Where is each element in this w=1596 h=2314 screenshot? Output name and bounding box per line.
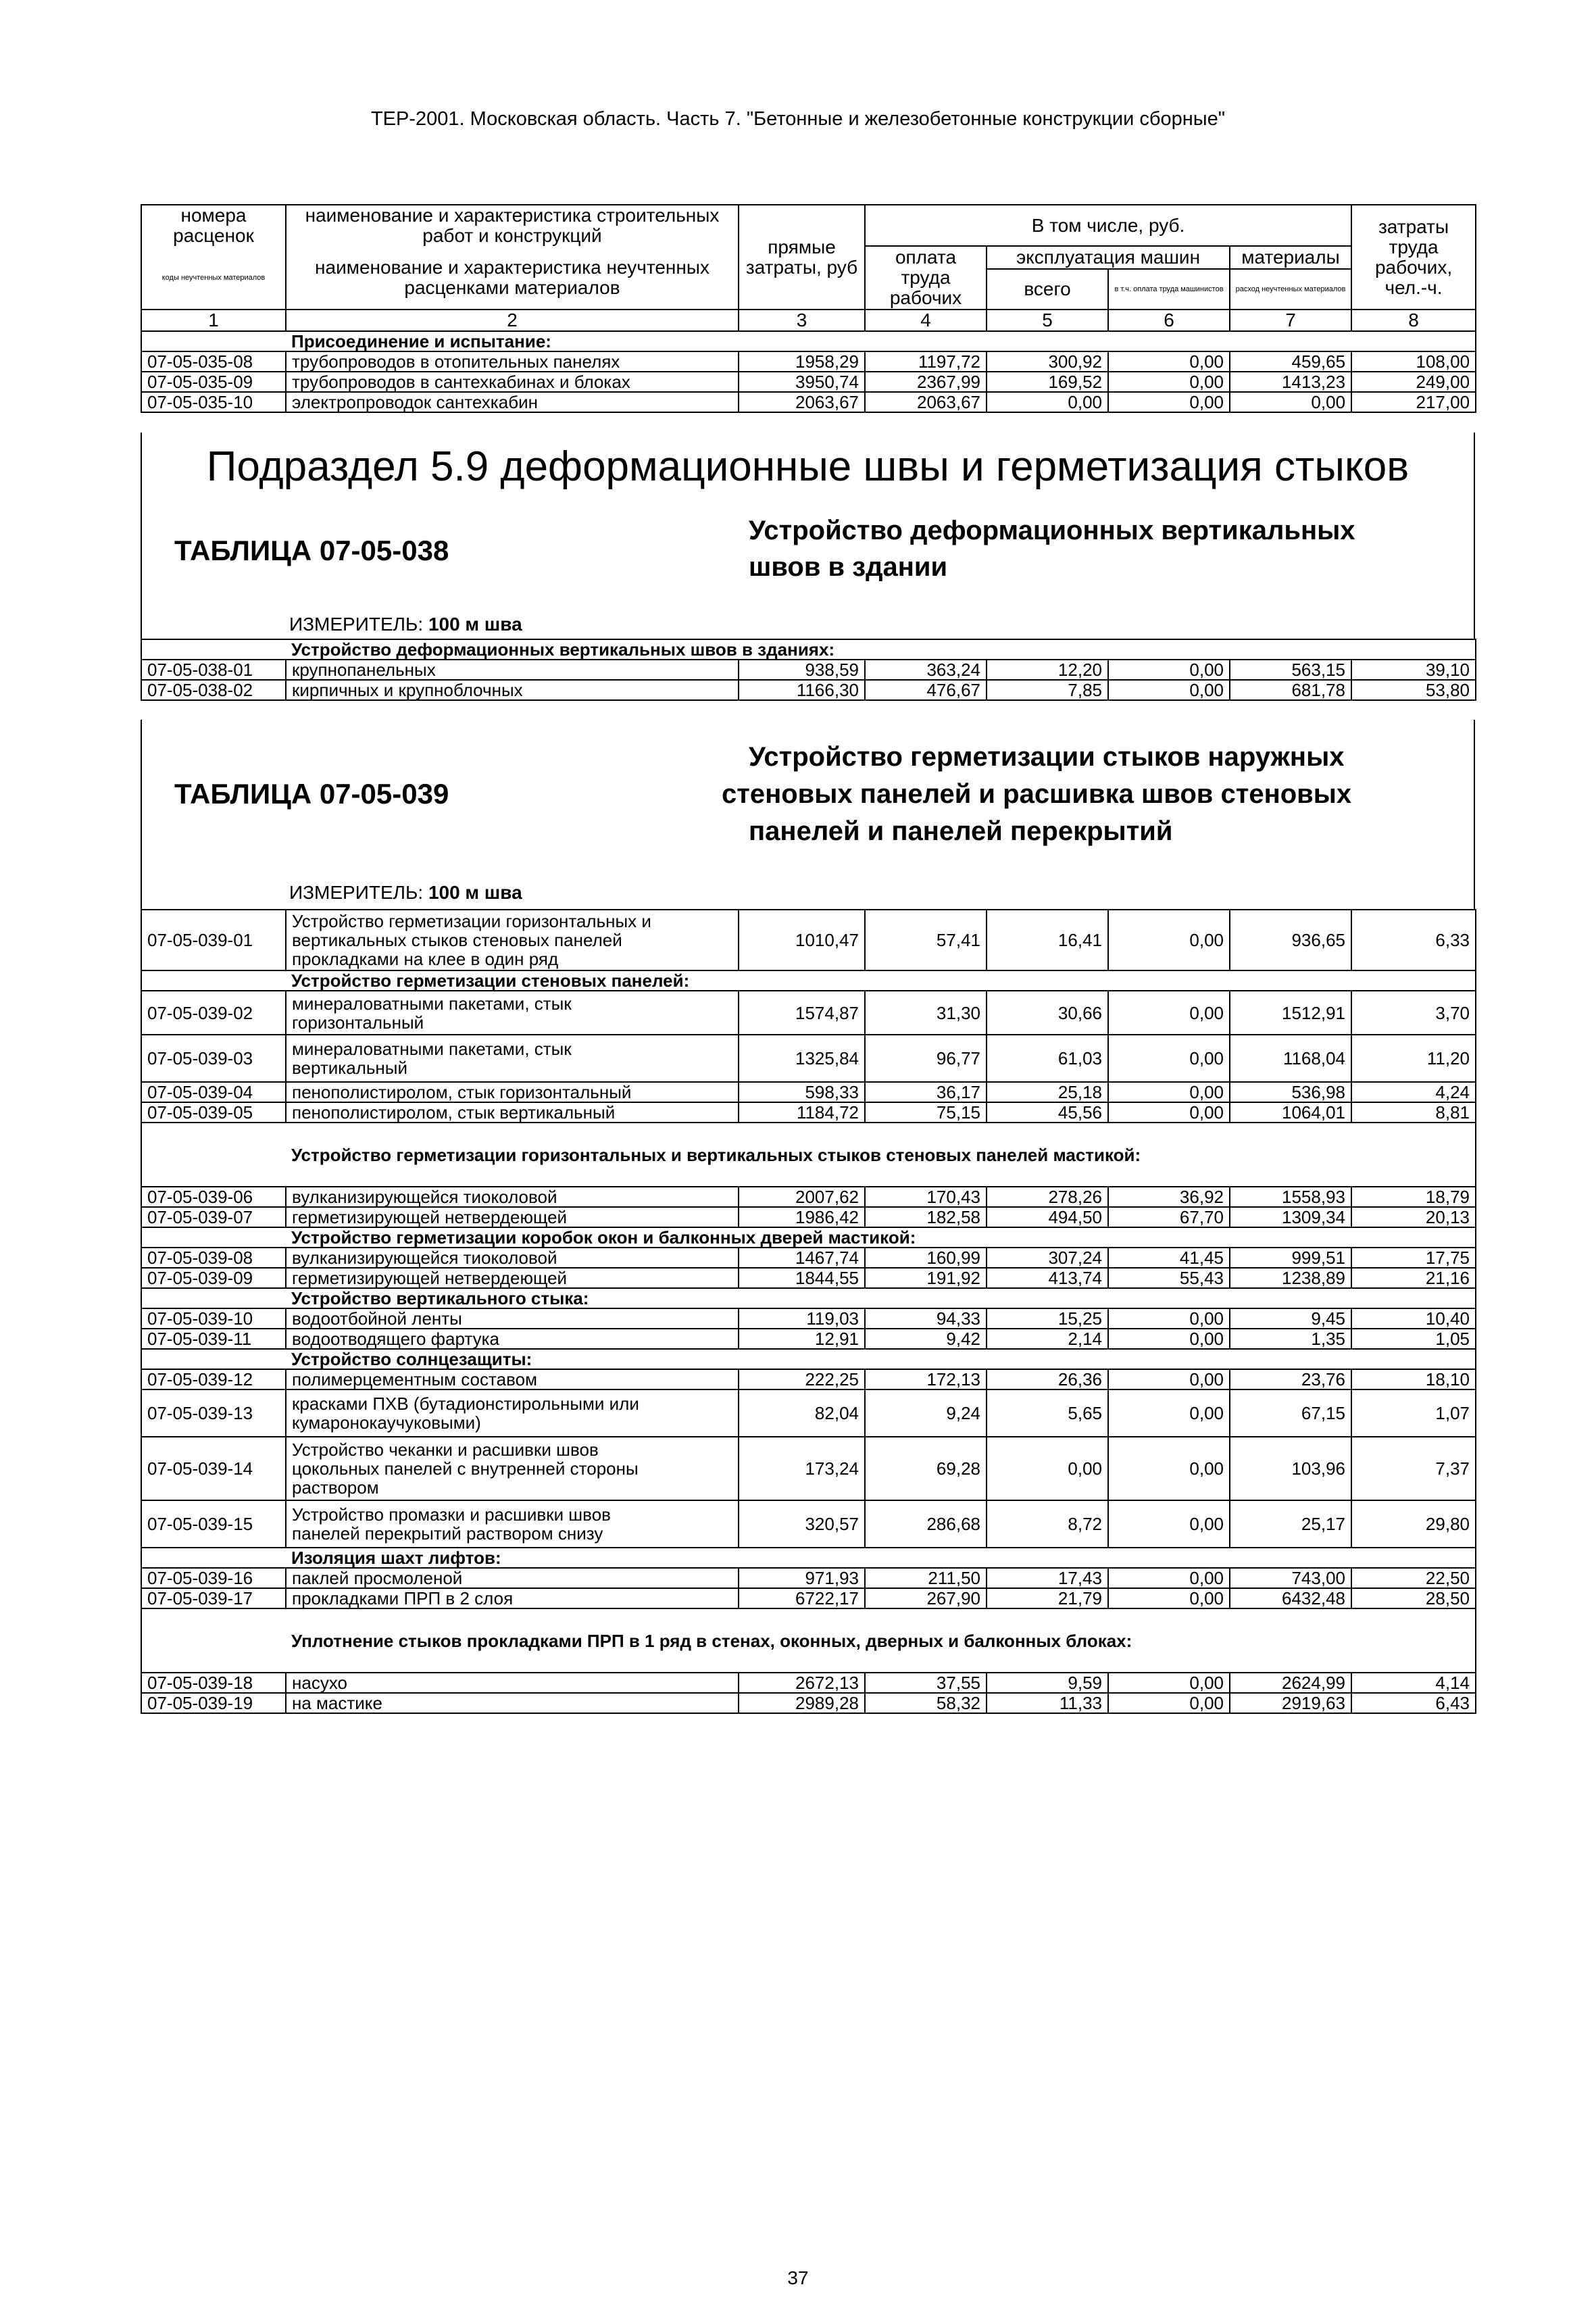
section-title: Устройство солнцезащиты: <box>286 1349 1476 1369</box>
work-name: герметизирующей нетвердеющей <box>286 1207 739 1227</box>
work-name-line: минераловатными пакетами, стык <box>292 1039 572 1059</box>
header-machines: эксплуатация машин <box>987 246 1230 269</box>
labor-hours: 22,50 <box>1351 1568 1476 1588</box>
page-number: 37 <box>787 2267 809 2288</box>
rate-code: 07-05-035-10 <box>141 392 286 412</box>
machinists-pay: 0,00 <box>1108 1369 1230 1389</box>
column-number: 5 <box>987 310 1108 331</box>
labor-pay: 1197,72 <box>865 351 987 372</box>
direct-cost: 971,93 <box>739 1568 865 1588</box>
rate-code: 07-05-035-08 <box>141 351 286 372</box>
column-number: 3 <box>739 310 865 331</box>
rate-code: 07-05-039-15 <box>141 1500 286 1548</box>
table-row <box>141 991 1476 1035</box>
work-name: вулканизирующейся тиоколовой <box>286 1187 739 1207</box>
machinists-pay: 0,00 <box>1108 1102 1230 1123</box>
table-row <box>141 392 1476 412</box>
machinists-pay: 0,00 <box>1108 1389 1230 1437</box>
rate-code: 07-05-039-02 <box>141 991 286 1035</box>
table-039-title-line2: стеновых панелей и расшивка швов стеновых <box>722 779 1352 809</box>
rate-code: 07-05-039-16 <box>141 1568 286 1588</box>
table-039 <box>141 909 1476 1714</box>
labor-pay: 9,24 <box>865 1389 987 1437</box>
table-row <box>141 1035 1476 1082</box>
materials-cost: 103,96 <box>1230 1437 1351 1500</box>
section-row <box>141 1123 1476 1187</box>
rate-code: 07-05-039-01 <box>141 910 286 970</box>
machines-total: 0,00 <box>987 1437 1108 1500</box>
header-material-codes: коды неучтенных материалов <box>141 246 286 310</box>
machines-total: 21,79 <box>987 1588 1108 1608</box>
work-name: электропроводок сантехкабин <box>286 392 739 412</box>
table-038 <box>141 639 1476 701</box>
work-name: трубопроводов в отопительных панелях <box>286 351 739 372</box>
machines-total: 12,20 <box>987 660 1108 680</box>
section-row <box>141 1349 1476 1369</box>
labor-hours: 11,20 <box>1351 1035 1476 1082</box>
labor-hours: 7,37 <box>1351 1437 1476 1500</box>
measure-label: ИЗМЕРИТЕЛЬ: <box>289 614 424 635</box>
machines-total: 11,33 <box>987 1693 1108 1713</box>
section-title: Устройство герметизации стеновых панелей: <box>286 970 1476 991</box>
machinists-pay: 0,00 <box>1108 1329 1230 1349</box>
work-name-line: Устройство промазки и расшивки швов <box>292 1504 611 1525</box>
work-name: вулканизирующейся тиоколовой <box>286 1248 739 1268</box>
direct-cost: 222,25 <box>739 1369 865 1389</box>
table-row <box>141 1500 1476 1548</box>
work-name-line: минераловатными пакетами, стык <box>292 993 572 1014</box>
labor-pay: 182,58 <box>865 1207 987 1227</box>
direct-cost: 1844,55 <box>739 1268 865 1288</box>
direct-cost: 320,57 <box>739 1500 865 1548</box>
rate-code: 07-05-039-03 <box>141 1035 286 1082</box>
labor-hours: 108,00 <box>1351 351 1476 372</box>
labor-hours: 28,50 <box>1351 1588 1476 1608</box>
section-title: Устройство деформационных вертикальных швов в зданиях: <box>286 639 1476 660</box>
labor-hours: 217,00 <box>1351 392 1476 412</box>
labor-hours: 39,10 <box>1351 660 1476 680</box>
labor-hours: 10,40 <box>1351 1308 1476 1329</box>
direct-cost: 2989,28 <box>739 1693 865 1713</box>
frame-line <box>141 720 142 909</box>
labor-pay: 172,13 <box>865 1369 987 1389</box>
materials-cost: 459,65 <box>1230 351 1351 372</box>
labor-pay: 37,55 <box>865 1673 987 1693</box>
direct-cost: 1986,42 <box>739 1207 865 1227</box>
header-labor-pay: оплата труда рабочих <box>865 246 987 310</box>
machines-total: 307,24 <box>987 1248 1108 1268</box>
running-title: ТЕР-2001. Московская область. Часть 7. "Бетонные и железобетонные конструкции сборные" <box>370 108 1226 130</box>
table-row <box>141 1308 1476 1329</box>
section-row <box>141 1227 1476 1248</box>
machinists-pay: 0,00 <box>1108 1308 1230 1329</box>
table-row <box>141 1329 1476 1349</box>
machinists-pay: 0,00 <box>1108 1673 1230 1693</box>
labor-hours: 1,07 <box>1351 1389 1476 1437</box>
rate-code: 07-05-039-07 <box>141 1207 286 1227</box>
labor-pay: 31,30 <box>865 991 987 1035</box>
machinists-pay: 67,70 <box>1108 1207 1230 1227</box>
table-039-measure <box>289 882 522 904</box>
work-name: пенополистиролом, стык горизонтальный <box>286 1082 739 1102</box>
direct-cost: 598,33 <box>739 1082 865 1102</box>
machinists-pay: 0,00 <box>1108 372 1230 392</box>
machines-total: 17,43 <box>987 1568 1108 1588</box>
work-name: пенополистиролом, стык вертикальный <box>286 1102 739 1123</box>
table-row <box>141 1082 1476 1102</box>
section-row <box>141 970 1476 991</box>
labor-pay: 96,77 <box>865 1035 987 1082</box>
machines-total: 26,36 <box>987 1369 1108 1389</box>
direct-cost: 1467,74 <box>739 1248 865 1268</box>
work-name: насухо <box>286 1673 739 1693</box>
machines-total: 278,26 <box>987 1187 1108 1207</box>
direct-cost: 2672,13 <box>739 1673 865 1693</box>
work-name <box>286 910 739 970</box>
machinists-pay: 0,00 <box>1108 392 1230 412</box>
table-row <box>141 1673 1476 1693</box>
machines-total: 169,52 <box>987 372 1108 392</box>
table-039-title-line3: панелей и панелей перекрытий <box>749 816 1173 846</box>
labor-pay: 75,15 <box>865 1102 987 1123</box>
work-name-line: Устройство герметизации горизонтальных и <box>292 911 651 931</box>
materials-cost: 1558,93 <box>1230 1187 1351 1207</box>
materials-cost: 23,76 <box>1230 1369 1351 1389</box>
labor-pay: 160,99 <box>865 1248 987 1268</box>
direct-cost: 2063,67 <box>739 392 865 412</box>
table-row <box>141 351 1476 372</box>
work-name: крупнопанельных <box>286 660 739 680</box>
materials-cost: 0,00 <box>1230 392 1351 412</box>
labor-pay: 2367,99 <box>865 372 987 392</box>
section-row <box>141 1608 1476 1673</box>
labor-pay: 58,32 <box>865 1693 987 1713</box>
work-name-line: вертикальных стыков стеновых панелей <box>292 930 622 950</box>
table-row <box>141 1102 1476 1123</box>
column-number: 2 <box>286 310 739 331</box>
rate-code: 07-05-039-08 <box>141 1248 286 1268</box>
work-name <box>286 991 739 1035</box>
direct-cost: 119,03 <box>739 1308 865 1329</box>
machines-total: 45,56 <box>987 1102 1108 1123</box>
labor-hours: 4,24 <box>1351 1082 1476 1102</box>
header-codes: номера расценок <box>141 205 286 246</box>
work-name-line: прокладками на клее в один ряд <box>292 949 559 969</box>
table-row <box>141 910 1476 970</box>
column-number: 8 <box>1351 310 1476 331</box>
labor-pay: 69,28 <box>865 1437 987 1500</box>
machinists-pay: 0,00 <box>1108 1035 1230 1082</box>
direct-cost: 173,24 <box>739 1437 865 1500</box>
work-name-line: кумаронокаучуковыми) <box>292 1412 481 1433</box>
measure-label: ИЗМЕРИТЕЛЬ: <box>289 882 424 903</box>
labor-pay: 9,42 <box>865 1329 987 1349</box>
section-row <box>141 331 1476 351</box>
machinists-pay: 0,00 <box>1108 680 1230 700</box>
work-name-line: вертикальный <box>292 1058 407 1078</box>
rate-code: 07-05-038-02 <box>141 680 286 700</box>
labor-pay: 170,43 <box>865 1187 987 1207</box>
header-unaccounted-materials: расход неучтенных материалов <box>1230 269 1351 310</box>
materials-cost: 563,15 <box>1230 660 1351 680</box>
labor-pay: 211,50 <box>865 1568 987 1588</box>
materials-cost: 1512,91 <box>1230 991 1351 1035</box>
labor-hours: 3,70 <box>1351 991 1476 1035</box>
header-machinists-pay: в т.ч. оплата труда машинистов <box>1108 269 1230 310</box>
machinists-pay: 0,00 <box>1108 1082 1230 1102</box>
table-039-label: ТАБЛИЦА 07-05-039 <box>174 778 449 810</box>
labor-hours: 53,80 <box>1351 680 1476 700</box>
materials-cost: 1238,89 <box>1230 1268 1351 1288</box>
work-name-line: раствором <box>292 1477 379 1498</box>
section-title: Устройство герметизации коробок окон и балконных дверей мастикой: <box>286 1227 1476 1248</box>
direct-cost: 1184,72 <box>739 1102 865 1123</box>
measure-value: 100 м шва <box>428 614 522 635</box>
direct-cost: 1325,84 <box>739 1035 865 1082</box>
machines-total: 7,85 <box>987 680 1108 700</box>
rate-code: 07-05-039-12 <box>141 1369 286 1389</box>
table-row <box>141 1588 1476 1608</box>
direct-cost: 82,04 <box>739 1389 865 1437</box>
direct-cost: 1958,29 <box>739 351 865 372</box>
work-name-line: цокольных панелей с внутренней стороны <box>292 1458 639 1479</box>
direct-cost: 938,59 <box>739 660 865 680</box>
labor-hours: 21,16 <box>1351 1268 1476 1288</box>
section-title: Устройство герметизации горизонтальных и вертикальных стыков стеновых панелей мастикой: <box>286 1123 1476 1187</box>
machinists-pay: 0,00 <box>1108 991 1230 1035</box>
machinists-pay: 0,00 <box>1108 1500 1230 1548</box>
table-row <box>141 660 1476 680</box>
machines-total: 0,00 <box>987 392 1108 412</box>
work-name-line: Устройство чеканки и расшивки швов <box>292 1439 599 1460</box>
labor-pay: 286,68 <box>865 1500 987 1548</box>
rate-code: 07-05-038-01 <box>141 660 286 680</box>
labor-pay: 57,41 <box>865 910 987 970</box>
header-labor-hours: затраты труда рабочих, чел.-ч. <box>1351 205 1476 310</box>
materials-cost: 743,00 <box>1230 1568 1351 1588</box>
section-row <box>141 1548 1476 1568</box>
machines-total: 61,03 <box>987 1035 1108 1082</box>
direct-cost: 1010,47 <box>739 910 865 970</box>
labor-pay: 191,92 <box>865 1268 987 1288</box>
rate-code: 07-05-039-17 <box>141 1588 286 1608</box>
labor-hours: 20,13 <box>1351 1207 1476 1227</box>
section-title: Уплотнение стыков прокладками ПРП в 1 ряд в стенах, оконных, дверных и балконных блоках: <box>286 1608 1476 1673</box>
table-row <box>141 1693 1476 1713</box>
work-name: полимерцементным составом <box>286 1369 739 1389</box>
materials-cost: 6432,48 <box>1230 1588 1351 1608</box>
work-name <box>286 1389 739 1437</box>
machinists-pay: 0,00 <box>1108 1588 1230 1608</box>
table-039-title-line1: Устройство герметизации стыков наружных <box>749 742 1345 772</box>
materials-cost: 1168,04 <box>1230 1035 1351 1082</box>
labor-hours: 17,75 <box>1351 1248 1476 1268</box>
table-row <box>141 1248 1476 1268</box>
labor-hours: 29,80 <box>1351 1500 1476 1548</box>
table-row <box>141 1369 1476 1389</box>
rate-code: 07-05-039-05 <box>141 1102 286 1123</box>
header-including: В том числе, руб. <box>865 205 1351 246</box>
header-machines-total: всего <box>987 269 1108 310</box>
labor-hours: 4,14 <box>1351 1673 1476 1693</box>
work-name-line: панелей перекрытий раствором снизу <box>292 1523 603 1544</box>
machinists-pay: 0,00 <box>1108 1437 1230 1500</box>
section-row <box>141 639 1476 660</box>
column-number: 6 <box>1108 310 1230 331</box>
labor-pay: 36,17 <box>865 1082 987 1102</box>
rate-code: 07-05-039-19 <box>141 1693 286 1713</box>
table-row <box>141 1568 1476 1588</box>
labor-pay: 267,90 <box>865 1588 987 1608</box>
measure-value: 100 м шва <box>428 882 522 903</box>
column-numbers-row <box>141 310 1476 331</box>
work-name-line: красками ПХВ (бутадионстирольными или <box>292 1394 639 1414</box>
section-row <box>141 1288 1476 1308</box>
table-row <box>141 1437 1476 1500</box>
rate-code: 07-05-039-18 <box>141 1673 286 1693</box>
section-title: Присоединение и испытание: <box>286 331 1476 351</box>
header-direct-cost: прямые затраты, руб <box>739 205 865 310</box>
rate-code: 07-05-035-09 <box>141 372 286 392</box>
materials-cost: 1,35 <box>1230 1329 1351 1349</box>
rate-code: 07-05-039-11 <box>141 1329 286 1349</box>
machines-total: 15,25 <box>987 1308 1108 1329</box>
work-name: паклей просмоленой <box>286 1568 739 1588</box>
labor-hours: 6,43 <box>1351 1693 1476 1713</box>
header-material-name: наименование и характеристика неучтенных расценками материалов <box>286 246 739 310</box>
work-name: герметизирующей нетвердеющей <box>286 1268 739 1288</box>
machines-total: 300,92 <box>987 351 1108 372</box>
section-title: Устройство вертикального стыка: <box>286 1288 1476 1308</box>
direct-cost: 6722,17 <box>739 1588 865 1608</box>
materials-cost: 25,17 <box>1230 1500 1351 1548</box>
machinists-pay: 36,92 <box>1108 1187 1230 1207</box>
work-name <box>286 1035 739 1082</box>
machines-total: 494,50 <box>987 1207 1108 1227</box>
materials-cost: 9,45 <box>1230 1308 1351 1329</box>
labor-pay: 94,33 <box>865 1308 987 1329</box>
direct-cost: 3950,74 <box>739 372 865 392</box>
frame-line <box>1474 720 1475 909</box>
direct-cost: 2007,62 <box>739 1187 865 1207</box>
materials-cost: 681,78 <box>1230 680 1351 700</box>
work-name: прокладками ПРП в 2 слоя <box>286 1588 739 1608</box>
materials-cost: 1064,01 <box>1230 1102 1351 1123</box>
machinists-pay: 0,00 <box>1108 351 1230 372</box>
materials-cost: 999,51 <box>1230 1248 1351 1268</box>
table-row <box>141 372 1476 392</box>
machinists-pay: 0,00 <box>1108 910 1230 970</box>
materials-cost: 1309,34 <box>1230 1207 1351 1227</box>
table-row <box>141 1268 1476 1288</box>
table-038-title-line2: швов в здании <box>749 552 948 582</box>
labor-hours: 1,05 <box>1351 1329 1476 1349</box>
machinists-pay: 41,45 <box>1108 1248 1230 1268</box>
table-row <box>141 1389 1476 1437</box>
machines-total: 5,65 <box>987 1389 1108 1437</box>
machinists-pay: 0,00 <box>1108 660 1230 680</box>
table-038-label: ТАБЛИЦА 07-05-038 <box>174 535 449 566</box>
work-name: на мастике <box>286 1693 739 1713</box>
materials-cost: 1413,23 <box>1230 372 1351 392</box>
materials-cost: 536,98 <box>1230 1082 1351 1102</box>
materials-cost: 936,65 <box>1230 910 1351 970</box>
machines-total: 2,14 <box>987 1329 1108 1349</box>
work-name <box>286 1437 739 1500</box>
labor-hours: 18,10 <box>1351 1369 1476 1389</box>
direct-cost: 1574,87 <box>739 991 865 1035</box>
machinists-pay: 0,00 <box>1108 1568 1230 1588</box>
machines-total: 9,59 <box>987 1673 1108 1693</box>
machines-total: 25,18 <box>987 1082 1108 1102</box>
materials-cost: 2624,99 <box>1230 1673 1351 1693</box>
materials-cost: 67,15 <box>1230 1389 1351 1437</box>
table-038-title-line1: Устройство деформационных вертикальных <box>749 516 1355 545</box>
machines-total: 8,72 <box>987 1500 1108 1548</box>
section-title: Изоляция шахт лифтов: <box>286 1548 1476 1568</box>
rate-code: 07-05-039-04 <box>141 1082 286 1102</box>
direct-cost: 12,91 <box>739 1329 865 1349</box>
work-name <box>286 1500 739 1548</box>
rate-code: 07-05-039-14 <box>141 1437 286 1500</box>
subsection-title: Подраздел 5.9 деформационные швы и герметизация стыков <box>206 443 1410 490</box>
header-materials: материалы <box>1230 246 1351 269</box>
work-name: трубопроводов в сантехкабинах и блоках <box>286 372 739 392</box>
rate-code: 07-05-039-10 <box>141 1308 286 1329</box>
table-row <box>141 680 1476 700</box>
labor-hours: 249,00 <box>1351 372 1476 392</box>
labor-hours: 8,81 <box>1351 1102 1476 1123</box>
rate-code: 07-05-039-06 <box>141 1187 286 1207</box>
table-row <box>141 1207 1476 1227</box>
direct-cost: 1166,30 <box>739 680 865 700</box>
labor-hours: 6,33 <box>1351 910 1476 970</box>
work-name: водоотводящего фартука <box>286 1329 739 1349</box>
header-table <box>141 204 1476 413</box>
work-name-line: горизонтальный <box>292 1012 424 1033</box>
header-work-name: наименование и характеристика строительных работ и конструкций <box>286 205 739 246</box>
machines-total: 30,66 <box>987 991 1108 1035</box>
work-name: кирпичных и крупноблочных <box>286 680 739 700</box>
labor-pay: 363,24 <box>865 660 987 680</box>
column-number: 1 <box>141 310 286 331</box>
work-name: водоотбойной ленты <box>286 1308 739 1329</box>
machines-total: 413,74 <box>987 1268 1108 1288</box>
machinists-pay: 55,43 <box>1108 1268 1230 1288</box>
rate-code: 07-05-039-13 <box>141 1389 286 1437</box>
rate-code: 07-05-039-09 <box>141 1268 286 1288</box>
machines-total: 16,41 <box>987 910 1108 970</box>
table-038-measure <box>289 614 522 635</box>
table-row <box>141 1187 1476 1207</box>
labor-pay: 2063,67 <box>865 392 987 412</box>
labor-hours: 18,79 <box>1351 1187 1476 1207</box>
labor-pay: 476,67 <box>865 680 987 700</box>
column-number: 7 <box>1230 310 1351 331</box>
materials-cost: 2919,63 <box>1230 1693 1351 1713</box>
machinists-pay: 0,00 <box>1108 1693 1230 1713</box>
column-number: 4 <box>865 310 987 331</box>
